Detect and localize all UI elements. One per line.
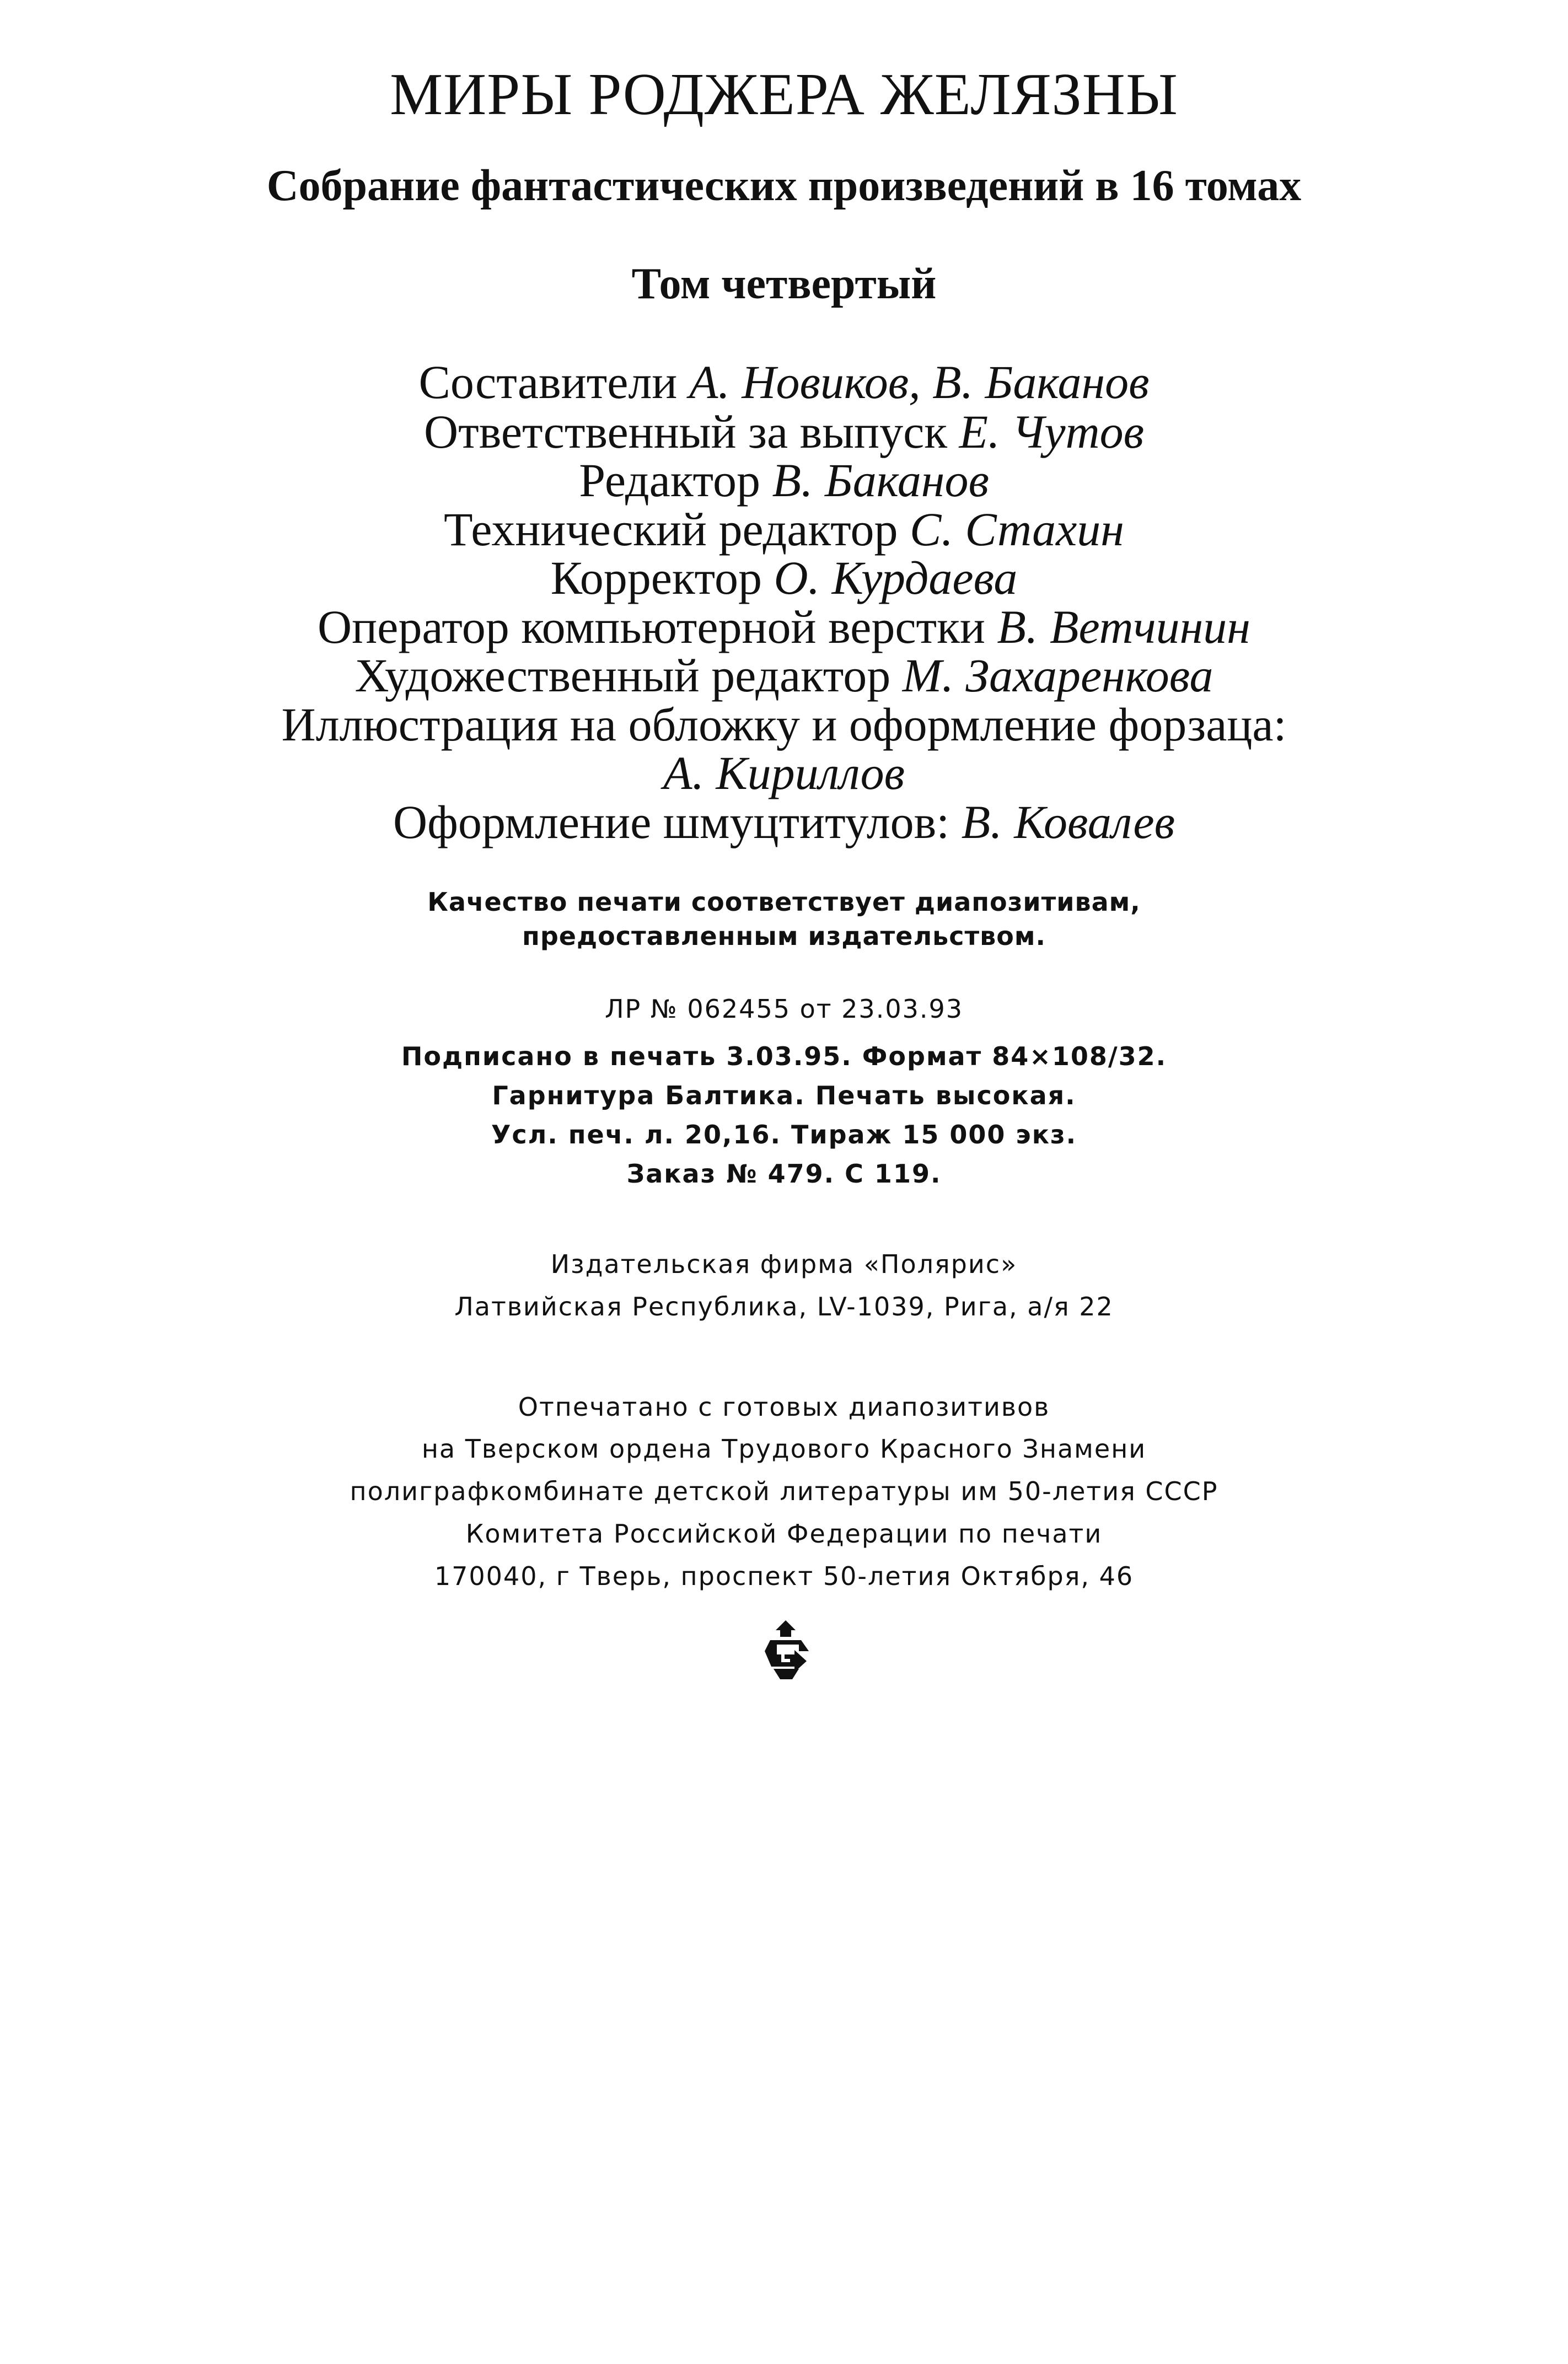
credit-line: Корректор О. Курдаева — [550, 551, 1018, 604]
credit-line: Оформление шмуцтитулов: В. Ковалев — [393, 796, 1175, 848]
print-details-line: Подписано в печать 3.03.95. Формат 84×108/32. — [401, 1041, 1167, 1071]
credit-line: Оператор компьютерной верстки В. Ветчинин — [318, 600, 1250, 653]
credit-line: Составители А. Новиков, В. Баканов — [418, 356, 1150, 409]
credit-line: Технический редактор С. Стахин — [444, 503, 1124, 556]
print-details-line: Гарнитура Балтика. Печать высокая. — [492, 1081, 1076, 1110]
collection-subtitle: Собрание фантастических произведений в 16 томах — [266, 162, 1302, 210]
series-title: МИРЫ РОДЖЕРА ЖЕЛЯЗНЫ — [390, 62, 1178, 127]
credit-line: Художественный редактор М. Захаренкова — [355, 649, 1213, 702]
credit-line: А. Кириллов — [663, 746, 905, 799]
credit-line: Иллюстрация на обложку и оформление форзаца: — [281, 698, 1287, 751]
credit-line: Ответственный за выпуск Е. Чутов — [424, 405, 1144, 458]
license-number: ЛР № 062455 от 23.03.93 — [604, 994, 964, 1024]
printer-line: 170040, г Тверь, проспект 50-летия Октября, 46 — [434, 1561, 1134, 1591]
printer-line: Комитета Российской Федерации по печати — [465, 1519, 1103, 1549]
printer-logo-icon — [760, 1618, 811, 1681]
publisher-line: Латвийская Республика, LV-1039, Рига, а/я 22 — [454, 1292, 1114, 1321]
printer-line: Отпечатано с готовых диапозитивов — [518, 1392, 1050, 1422]
quality-note-line: предоставленным издательством. — [522, 921, 1046, 951]
printer-line: полиграфкомбинате детской литературы им 50-летия СССР — [350, 1476, 1218, 1506]
volume-title: Том четвертый — [631, 260, 937, 308]
print-details-line: Усл. печ. л. 20,16. Тираж 15 000 экз. — [491, 1120, 1077, 1149]
printer-line: на Тверском ордена Трудового Красного Знамени — [421, 1434, 1147, 1464]
print-details-line: Заказ № 479. С 119. — [626, 1159, 942, 1189]
publisher-line: Издательская фирма «Полярис» — [550, 1249, 1018, 1279]
credit-line: Редактор В. Баканов — [579, 454, 989, 507]
quality-note-line: Качество печати соответствует диапозитивам, — [427, 887, 1141, 917]
